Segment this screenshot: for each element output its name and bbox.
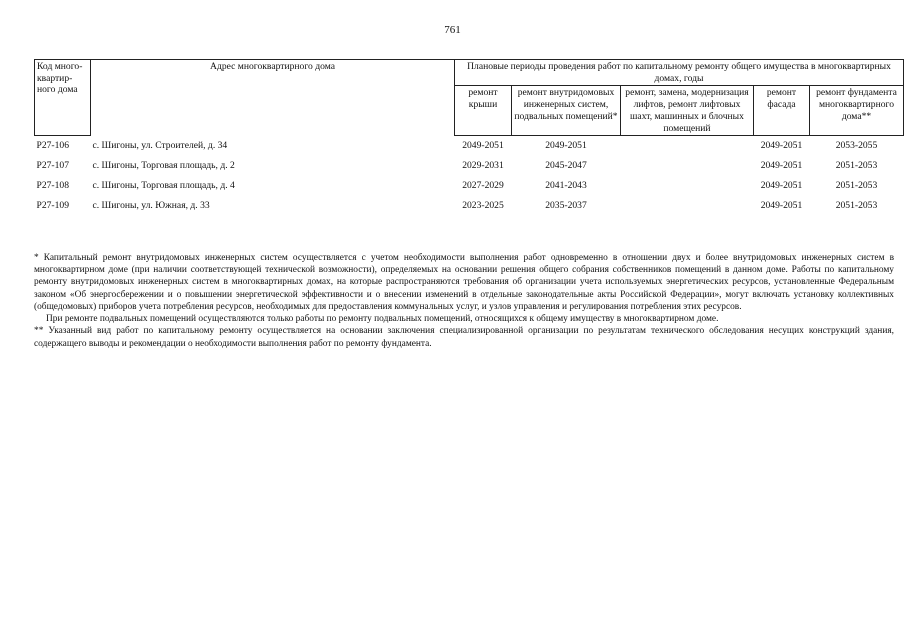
cell-engineering: 2049-2051	[545, 140, 587, 152]
footnote-foundation: ** Указанный вид работ по капитальному ремонту осуществляется на основании заключения специализированной организации по результатам технического обследования несущих конструкций здания, содержащего выводы и рекомендации о необходимости выполнения работ по ремонту фундамента.	[34, 326, 894, 349]
header-facade: ремонт фасада	[754, 86, 810, 136]
cell-foundation: 2051-2053	[835, 180, 878, 192]
table-row	[35, 196, 904, 216]
cell-elevators	[621, 176, 754, 196]
cell-code: Р27-107	[36, 160, 70, 172]
cell-code: Р27-109	[36, 200, 70, 212]
header-address: Адрес многоквартирного дома	[91, 60, 455, 136]
table-row	[35, 136, 904, 157]
cell-foundation: 2051-2053	[835, 200, 878, 212]
cell-roof: 2029-2031	[462, 160, 504, 172]
repair-schedule-table	[34, 59, 904, 216]
cell-code: Р27-108	[36, 180, 70, 192]
footnote-engineering: * Капитальный ремонт внутридомовых инженерных систем осуществляется с учетом необходимости выполнения работ одновременно в отношении двух и более внутридомовых инженерных систем в многоквартирном доме (при наличии соответствующей технической возможности), определяемых на основании решения общего собрания собственников помещений в данном доме. Работы по капитальному ремонту внутридомовых инженерных систем в многоквартирных домах, на которые распространяются требования об организации учета используемых энергетических ресурсов, установленные Федеральным законом «Об энергосбережении и о повышении энергетической эффективности и о внесении изменений в отдельные законодательные акты Российской Федерации», могут включать установку коллективных (общедомовых) приборов учета потребления ресурсов, необходимых для предоставления коммунальных услуг, и узлов управления и регулирования потребления этих ресурсов.	[34, 253, 894, 312]
header-code: Код много-квартир-ного дома	[35, 60, 91, 136]
header-foundation: ремонт фундамента многоквартирного дома**	[810, 86, 904, 136]
cell-elevators	[621, 196, 754, 216]
cell-roof: 2023-2025	[462, 200, 504, 212]
cell-foundation: 2053-2055	[835, 140, 878, 152]
table-row	[35, 176, 904, 196]
cell-facade: 2049-2051	[760, 180, 803, 192]
header-engineering: ремонт внутридомовых инженерных систем, подвальных помещений*	[512, 86, 621, 136]
cell-facade: 2049-2051	[760, 200, 803, 212]
cell-facade: 2049-2051	[760, 160, 803, 172]
cell-foundation: 2051-2053	[835, 160, 878, 172]
cell-facade: 2049-2051	[760, 140, 803, 152]
header-roof: ремонт крыши	[455, 86, 512, 136]
cell-elevators	[621, 136, 754, 157]
cell-engineering: 2035-2037	[545, 200, 587, 212]
cell-address: с. Шигоны, Торговая площадь, д. 4	[92, 180, 235, 192]
table-row	[35, 156, 904, 176]
header-elevators: ремонт, замена, модернизация лифтов, ремонт лифтовых шахт, машинных и блочных помещений	[621, 86, 754, 136]
cell-engineering: 2045-2047	[545, 160, 587, 172]
footnote-basement: При ремонте подвальных помещений осуществляются только работы по ремонту подвальных помещений, относящихся к общему имуществу в многоквартирном доме.	[46, 314, 719, 325]
cell-address: с. Шигоны, ул. Строителей, д. 34	[92, 140, 228, 152]
page-number: 761	[444, 24, 461, 36]
cell-elevators	[621, 156, 754, 176]
footnotes	[34, 252, 894, 350]
header-periods: Плановые периоды проведения работ по капитальному ремонту общего имущества в многоквартирных домах, годы	[455, 60, 904, 86]
cell-address: с. Шигоны, ул. Южная, д. 33	[92, 200, 210, 212]
cell-roof: 2049-2051	[462, 140, 504, 152]
cell-code: Р27-106	[36, 140, 70, 152]
cell-roof: 2027-2029	[462, 180, 504, 192]
cell-address: с. Шигоны, Торговая площадь, д. 2	[92, 160, 235, 172]
cell-engineering: 2041-2043	[545, 180, 587, 192]
